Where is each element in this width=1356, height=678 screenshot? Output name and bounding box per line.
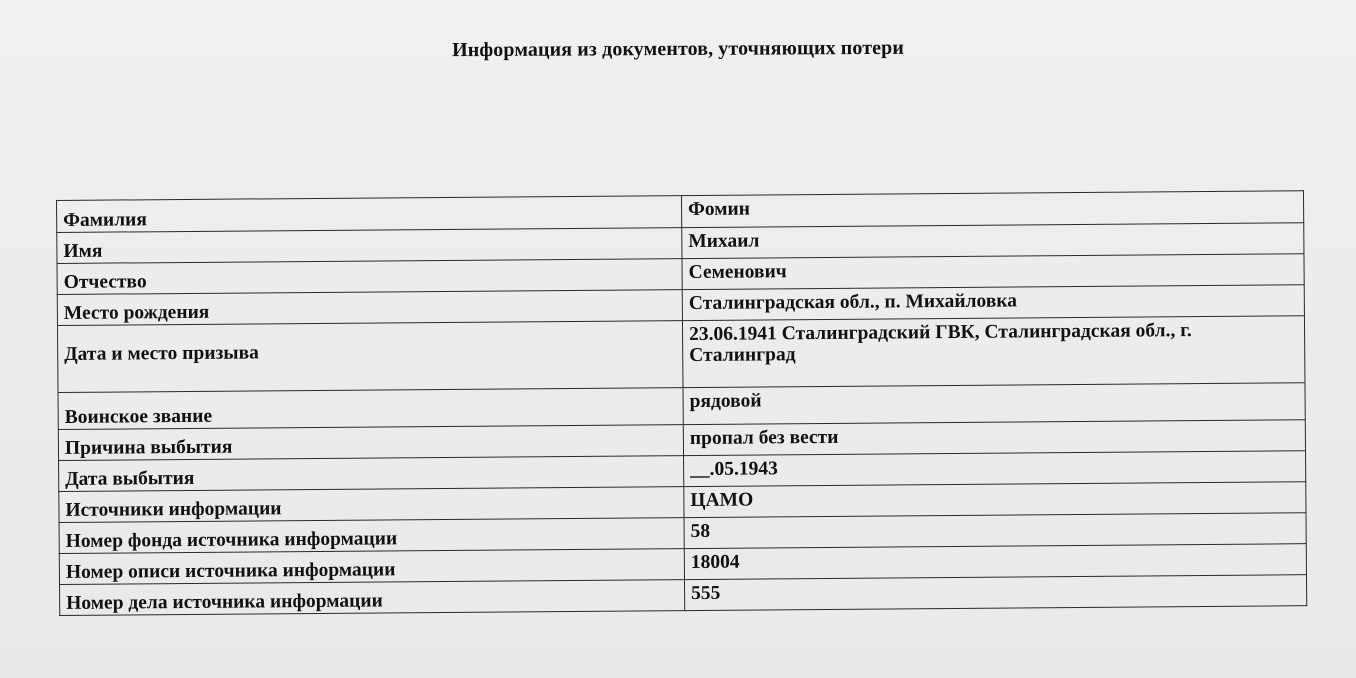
row-value-loss-date: __.05.1943 — [684, 451, 1306, 487]
row-value-surname: Фомин — [681, 191, 1303, 228]
row-value-fond: 58 — [684, 513, 1306, 549]
info-table-wrapper — [56, 190, 1307, 616]
row-label-surname: Фамилия — [57, 196, 682, 233]
row-value-first-name: Михаил — [682, 223, 1304, 259]
row-label-reason: Причина выбытия — [58, 425, 683, 461]
row-label-birthplace: Место рождения — [57, 290, 682, 326]
row-label-fond: Номер фонда источника информации — [59, 518, 684, 554]
row-value-birthplace: Сталинградская обл., п. Михайловка — [682, 285, 1304, 321]
row-label-conscription: Дата и место призыва — [57, 321, 683, 393]
row-label-first-name: Имя — [57, 228, 682, 264]
row-label-loss-date: Дата выбытия — [59, 456, 684, 492]
row-label-patronymic: Отчество — [57, 259, 682, 295]
row-label-opis: Номер описи источника информации — [59, 549, 684, 585]
row-label-delo: Номер дела источника информации — [60, 580, 685, 616]
row-value-opis: 18004 — [684, 544, 1306, 580]
row-value-delo: 555 — [685, 575, 1307, 611]
row-value-conscription: 23.06.1941 Сталинградский ГВК, Сталинградская обл., г. Сталинград — [682, 316, 1305, 388]
row-label-rank: Воинское звание — [58, 388, 683, 430]
row-value-sources: ЦАМО — [684, 482, 1306, 518]
row-value-rank: рядовой — [683, 383, 1305, 425]
row-label-sources: Источники информации — [59, 487, 684, 523]
document-title: Информация из документов, уточняющих потери — [451, 36, 905, 62]
row-value-reason: пропал без вести — [683, 420, 1305, 456]
row-value-patronymic: Семенович — [682, 254, 1304, 290]
losses-info-table — [56, 190, 1307, 616]
table-row-conscription — [57, 316, 1304, 393]
